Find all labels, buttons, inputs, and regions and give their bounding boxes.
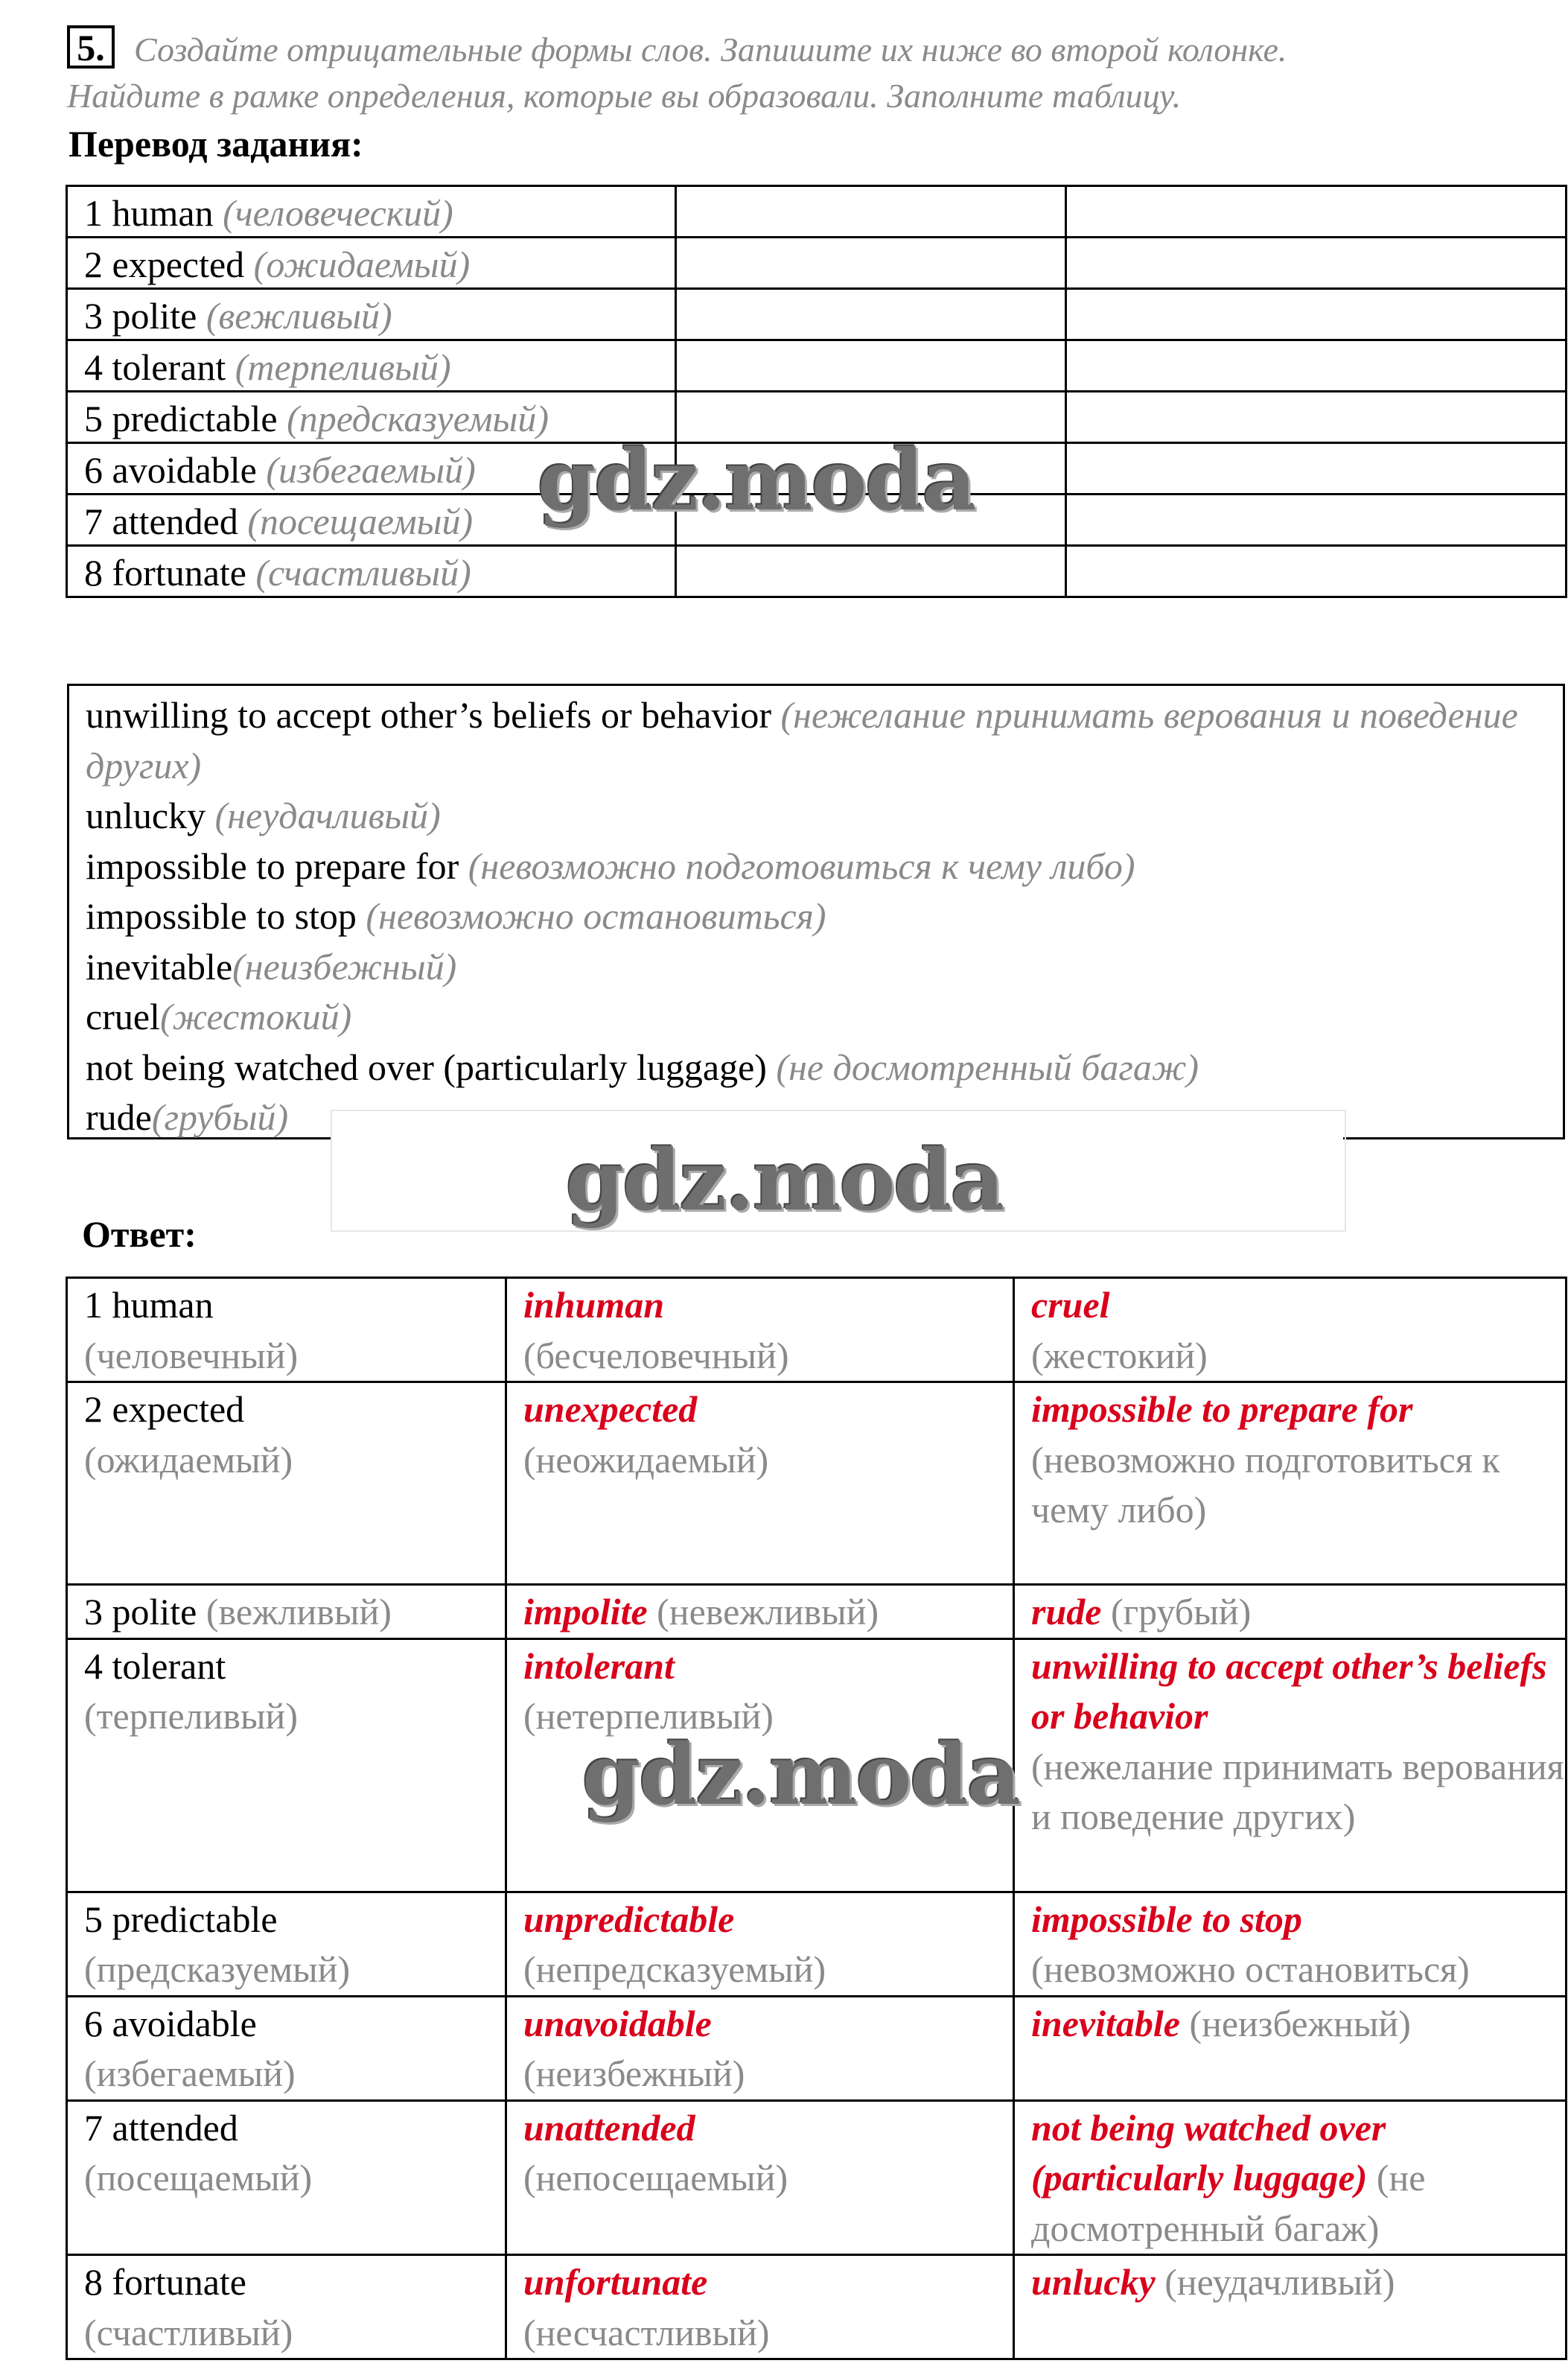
table-row: 8 fortunate (счастливый) unfortunate (несчастливый) unlucky (неудачливый) [67, 2255, 1567, 2359]
answer-heading: Ответ: [82, 1213, 197, 1255]
translation-heading: Перевод задания: [68, 123, 363, 165]
watermark-logo: gdz.moda [566, 1132, 1004, 1230]
word-ru: (терпеливый) [235, 346, 451, 388]
table-row [67, 340, 1567, 392]
word-ru: (человеческий) [223, 192, 453, 234]
table-row [67, 238, 1567, 289]
task-cell [67, 238, 676, 289]
table-row: 6 avoidable (избегаемый) unavoidable (неизбежный) inevitable (неизбежный) [67, 1996, 1567, 2100]
table-row: 1 human (человечный) inhuman (бесчеловечный) cruel (жестокий) [67, 1278, 1567, 1382]
word-en: 6 avoidable [84, 449, 257, 491]
watermark-logo: gdz.moda [538, 432, 975, 530]
word-en: 4 tolerant [84, 346, 226, 388]
definition-item: rude(грубый) [86, 1096, 289, 1138]
definitions-box [67, 684, 1565, 1139]
task-cell [67, 546, 676, 597]
word-en: 3 polite [84, 295, 197, 337]
word-ru: (ожидаемый) [253, 244, 471, 285]
task-table [66, 185, 1567, 598]
word-ru: (вежливый) [205, 295, 392, 337]
word-en: 5 predictable [84, 398, 278, 439]
table-row: 7 attended (посещаемый) unattended (непосещаемый) not being watched over (particularly luggage) (не досмотренный багаж) [67, 2100, 1567, 2255]
word-ru: (избегаемый) [266, 449, 476, 491]
definition-item: impossible to stop (невозможно остановиться) [86, 895, 826, 937]
task-instruction-line2: Найдите в рамке определения, которые вы образовали. Заполните таблицу. [67, 77, 1182, 115]
table-row: 5 predictable (предсказуемый) unpredictable (непредсказуемый) impossible to stop (невозможно остановиться) [67, 1892, 1567, 1996]
table-row: 2 expected (ожидаемый) unexpected (неожидаемый) impossible to prepare for (невозможно подготовиться к чему либо) [67, 1382, 1567, 1585]
table-row [67, 546, 1567, 597]
table-row [67, 186, 1567, 238]
word-ru: (предсказуемый) [287, 398, 549, 439]
definition-item: not being watched over (particularly luggage) (не досмотренный багаж) [86, 1046, 1199, 1088]
task-cell [67, 289, 676, 340]
table-row: 4 tolerant (терпеливый) intolerant (нетерпеливый) unwilling to accept other’s beliefs or behavior (нежелание принимать верования и поведение других) [67, 1638, 1567, 1892]
word-en: 8 fortunate [84, 552, 246, 594]
definition-item: unlucky (неудачливый) [86, 795, 441, 836]
task-instruction-line1: Создайте отрицательные формы слов. Запишите их ниже во второй колонке. [134, 31, 1287, 69]
word-en: 2 expected [84, 244, 245, 285]
watermark-logo: gdz.moda [582, 1726, 1020, 1824]
task-cell [67, 186, 676, 238]
task-number: 5. [67, 25, 115, 69]
definition-item: impossible to prepare for (невозможно подготовиться к чему либо) [86, 845, 1135, 887]
table-row: 3 polite (вежливый) impolite (невежливый) rude (грубый) [67, 1585, 1567, 1639]
word-ru: (счастливый) [255, 552, 471, 594]
task-cell [67, 340, 676, 392]
word-ru: (посещаемый) [247, 500, 474, 542]
table-row [67, 289, 1567, 340]
definition-item: cruel(жестокий) [86, 996, 352, 1037]
definition-item: inevitable(неизбежный) [86, 945, 457, 988]
definition-item: unwilling to accept other’s beliefs or behavior (нежелание принимать верования и поведение других) [86, 694, 1518, 786]
word-en: 7 attended [84, 500, 238, 542]
word-en: 1 human [84, 192, 214, 234]
